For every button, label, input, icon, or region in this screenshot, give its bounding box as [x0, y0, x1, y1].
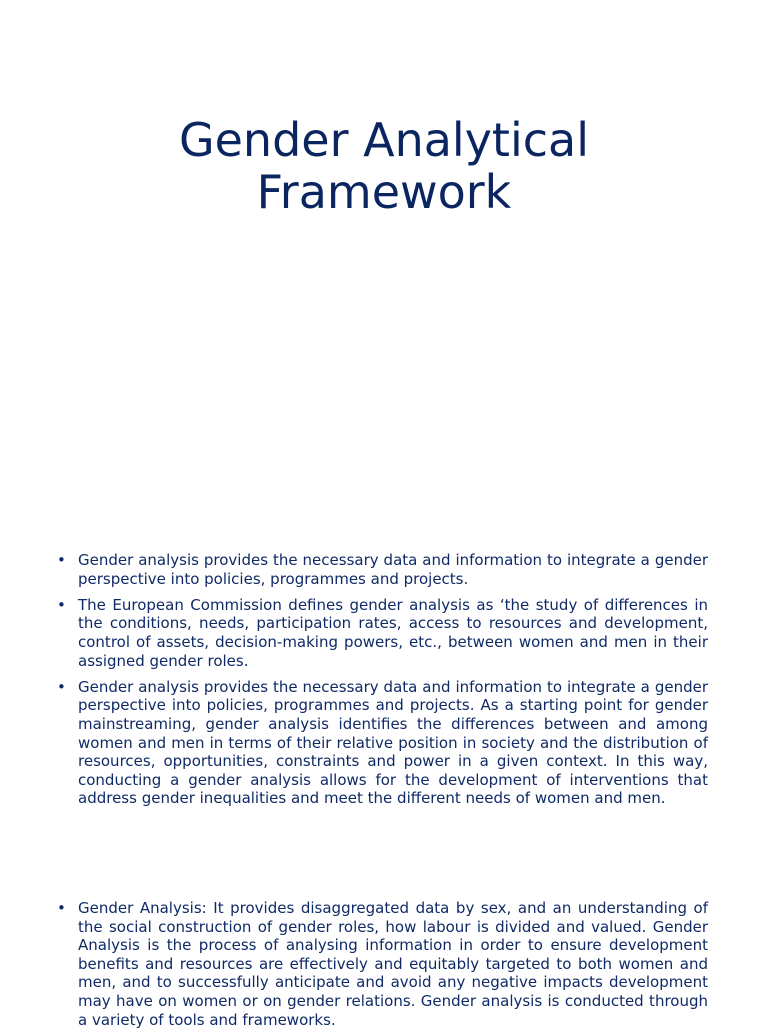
bullet-list-section-2 — [0, 899, 768, 1029]
bullet-marker: • — [57, 595, 66, 614]
bullet-text: Gender analysis provides the necessary data and information to integrate a gender perspective into policies, programmes and projects. As a starting point for gender mainstreaming, gender analysis identifies the differences between and among women and men in terms of their relative position in society and the distribution of resources, opportunities, constraints and power in a given context. In this way, conducting a gender analysis allows for the development of interventions that address gender inequalities and meet the different needs of women and men. — [78, 677, 708, 808]
bullet-item — [0, 551, 768, 588]
bullet-list-section-1 — [0, 551, 768, 816]
title-line-1: Gender Analytical — [178, 113, 590, 167]
bullet-text: Gender analysis provides the necessary data and information to integrate a gender perspective into policies, programmes and projects. — [78, 551, 708, 588]
bullet-marker: • — [57, 899, 66, 917]
bullet-item — [0, 596, 768, 670]
bullet-item — [0, 678, 768, 808]
bullet-marker: • — [57, 677, 66, 696]
bullet-text: Gender Analysis: It provides disaggregated data by sex, and an understanding of the social construction of gender roles, how labour is divided and valued. Gender Analysis is the process of analysing information in order to ensure development benefits and resources are effectively and equitably targeted to both women and men, and to successfully anticipate and avoid any negative impacts development may have on women or on gender relations. Gender analysis is conducted through a variety of tools and frameworks. — [78, 899, 708, 1029]
title-line-2: Framework — [256, 165, 512, 219]
bullet-item — [0, 899, 768, 1029]
bullet-text: The European Commission defines gender analysis as ‘the study of differences in the conditions, needs, participation rates, access to resources and development, control of assets, decision-making powers, etc., between women and men in their assigned gender roles. — [78, 595, 708, 670]
page-title — [0, 114, 768, 218]
bullet-marker: • — [57, 551, 66, 569]
